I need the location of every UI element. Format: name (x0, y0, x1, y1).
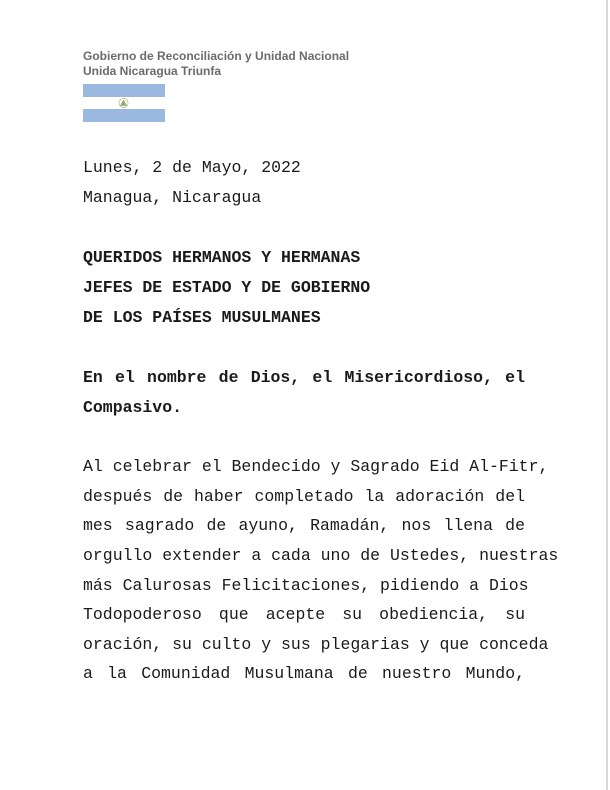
body-line-7: oración, su culto y sus plegarias y que conceda (83, 635, 549, 654)
invocation-line-1: En el nombre de Dios, el Misericordioso, el (83, 368, 525, 387)
coat-of-arms-icon (118, 98, 129, 108)
letter-place: Managua, Nicaragua (83, 188, 262, 207)
letterhead-line-2: Unida Nicaragua Triunfa (83, 64, 222, 78)
nicaragua-flag-icon (83, 84, 165, 122)
body-line-4: orgullo extender a cada uno de Ustedes, nuestras (83, 546, 559, 565)
letter-date: Lunes, 2 de Mayo, 2022 (83, 158, 301, 177)
addressee-line-2: JEFES DE ESTADO Y DE GOBIERNO (83, 278, 371, 297)
body-line-6: Todopoderoso que acepte su obediencia, su (83, 605, 525, 624)
government-letterhead (83, 49, 349, 79)
body-line-5: más Calurosas Felicitaciones, pidiendo a Dios (83, 576, 529, 595)
addressee-line-3: DE LOS PAÍSES MUSULMANES (83, 308, 321, 327)
addressee-line-1: QUERIDOS HERMANOS Y HERMANAS (83, 248, 361, 267)
body-line-8: a la Comunidad Musulmana de nuestro Mundo, (83, 664, 525, 683)
body-line-3: mes sagrado de ayuno, Ramadán, nos llena de (83, 516, 525, 535)
letterhead-line-1: Gobierno de Reconciliación y Unidad Nacional (83, 49, 350, 63)
body-line-2: después de haber completado la adoración del (83, 487, 525, 506)
body-line-1: Al celebrar el Bendecido y Sagrado Eid Al-Fitr, (83, 457, 549, 476)
invocation-line-2: Compasivo. (83, 398, 183, 417)
